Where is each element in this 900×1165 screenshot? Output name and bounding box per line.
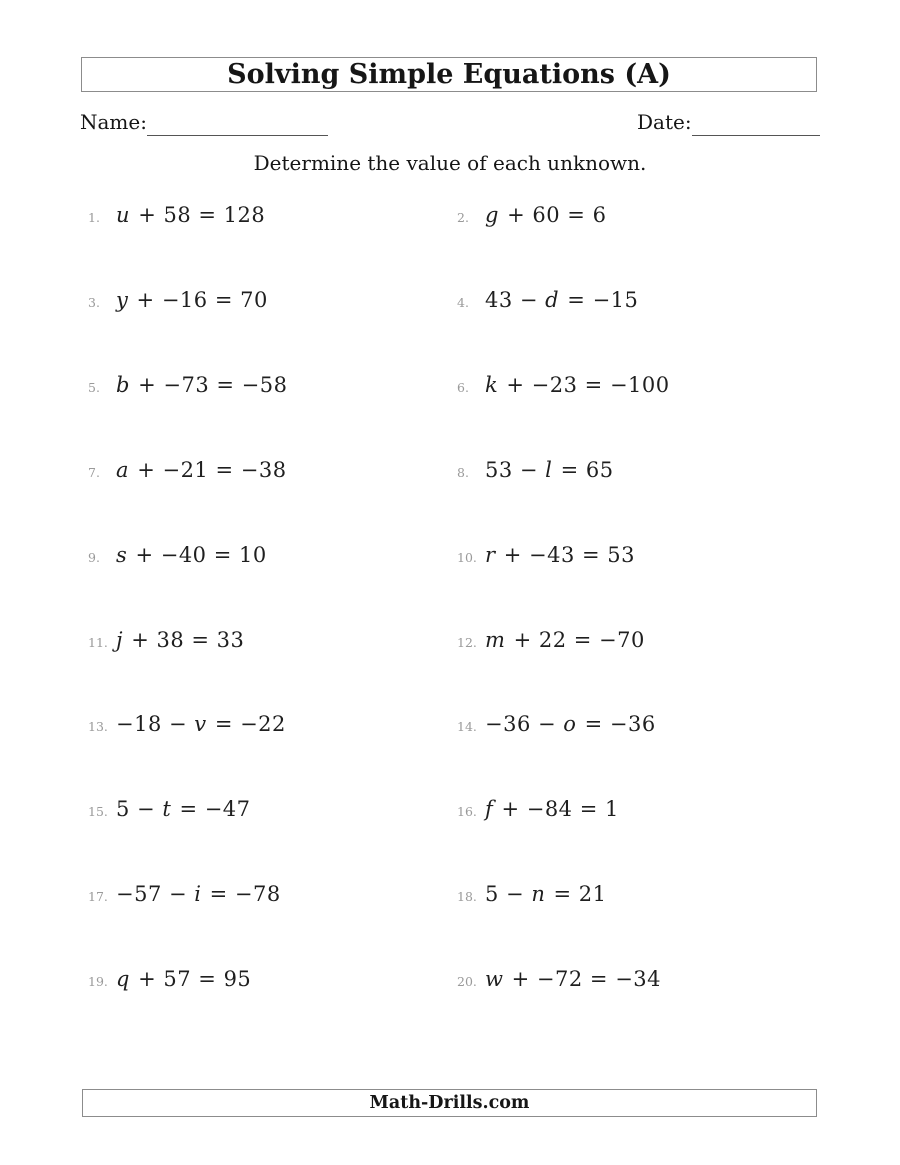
question-number: 20. [457,974,477,989]
question-number: 9. [88,550,100,565]
question-item [457,628,645,652]
question-item [88,288,268,312]
equation-text: u + 58 = 128 [116,203,266,227]
equation-text: 5 − n = 21 [485,882,607,906]
question-number: 12. [457,635,477,650]
question-number: 17. [88,889,108,904]
question-number: 5. [88,380,100,395]
question-item [457,288,638,312]
question-number: 15. [88,804,108,819]
name-label: Name: [80,110,147,134]
instruction-text: Determine the value of each unknown. [253,151,647,175]
question-item [88,967,251,991]
question-number: 16. [457,804,477,819]
question-item [88,712,286,736]
question-item [457,543,635,567]
worksheet-title: Solving Simple Equations (A) [81,57,817,92]
equation-text: b + −73 = −58 [116,373,288,397]
equation-text: y + −16 = 70 [116,288,268,312]
question-item [88,373,287,397]
question-item [88,882,281,906]
equation-text: w + −72 = −34 [485,967,662,991]
question-item [88,543,267,567]
question-number: 10. [457,550,477,565]
equation-text: j + 38 = 33 [116,628,245,652]
date-label: Date: [637,110,692,134]
question-number: 7. [88,465,100,480]
equation-text: −18 − v = −22 [116,712,286,736]
question-number: 19. [88,974,108,989]
question-number: 4. [457,295,469,310]
question-number: 13. [88,719,108,734]
question-item [457,203,606,227]
question-number: 11. [88,635,108,650]
equation-text: g + 60 = 6 [485,203,607,227]
question-number: 3. [88,295,100,310]
equation-text: 53 − l = 65 [485,458,614,482]
question-number: 1. [88,210,100,225]
equation-text: s + −40 = 10 [116,543,267,567]
equation-text: r + −43 = 53 [485,543,635,567]
equation-text: f + −84 = 1 [485,797,619,821]
equation-text: 43 − d = −15 [485,288,639,312]
question-number: 8. [457,465,469,480]
question-item [457,967,661,991]
equation-text: −57 − i = −78 [116,882,281,906]
equation-text: a + −21 = −38 [116,458,287,482]
question-number: 2. [457,210,469,225]
question-item [457,882,607,906]
footer-brand: Math-Drills.com [82,1089,817,1117]
equation-text: q + 57 = 95 [116,967,252,991]
question-item [457,458,614,482]
equation-text: k + −23 = −100 [485,373,670,397]
equation-text: −36 − o = −36 [485,712,656,736]
question-item [457,712,656,736]
question-item [457,373,670,397]
question-item [457,797,619,821]
question-number: 14. [457,719,477,734]
equation-text: 5 − t = −47 [116,797,251,821]
question-item [88,203,265,227]
question-number: 18. [457,889,477,904]
question-item [88,628,244,652]
question-item [88,797,251,821]
question-item [88,458,287,482]
question-number: 6. [457,380,469,395]
equation-text: m + 22 = −70 [485,628,645,652]
